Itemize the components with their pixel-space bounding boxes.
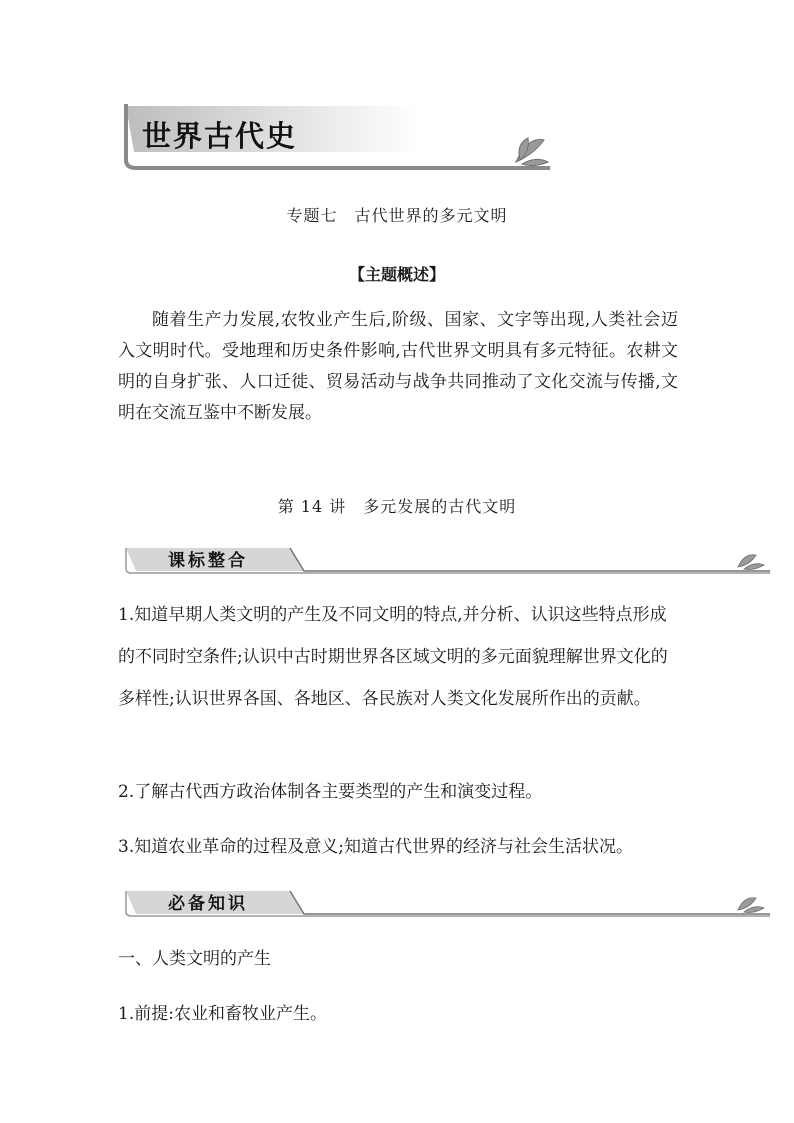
banner-title: 世界古代史 [142, 119, 298, 153]
standard-item-2: 2.了解古代西方政治体制各主要类型的产生和演变过程。 [118, 782, 543, 802]
section-label-standards: 课标整合 [168, 551, 248, 571]
overview-paragraph: 随着生产力发展,农牧业产生后,阶级、国家、文字等出现,人类社会迈入文明时代。受地理和历史条件影响,古代世界文明具有多元特征。农耕文明的自身扩张、人口迁徙、贸易活动与战争共同推动了文化交流与传播,文明在交流互鉴中不断发展。 [118, 310, 678, 423]
title-banner [120, 96, 560, 174]
section-bar-standards [124, 543, 774, 575]
theme-label: 【主题概述】 [348, 265, 445, 284]
leaf-sprig-icon [738, 555, 764, 570]
knowledge-item-1: 1.前提:农业和畜牧业产生。 [118, 1004, 327, 1024]
standard-item-3: 3.知道农业革命的过程及意义;知道古代世界的经济与社会生活状况。 [118, 837, 633, 857]
lesson-title: 第 14 讲 多元发展的古代文明 [277, 497, 517, 516]
section-label-knowledge: 必备知识 [168, 894, 248, 914]
leaf-sprig-icon [738, 898, 764, 913]
standard-item-1: 1.知道早期人类文明的产生及不同文明的特点,并分析、认识这些特点形成的不同时空条件;认识中古时期世界各区域文明的多元面貌理解世界文化的多样性;认识世界各国、各地区、各民族对人类文化发展所作出的贡献。 [118, 605, 668, 709]
knowledge-heading: 一、人类文明的产生 [118, 949, 271, 969]
leaf-sprig-icon [516, 138, 548, 166]
topic-title: 专题七 古代世界的多元文明 [286, 206, 508, 225]
section-bar-knowledge [124, 886, 774, 918]
